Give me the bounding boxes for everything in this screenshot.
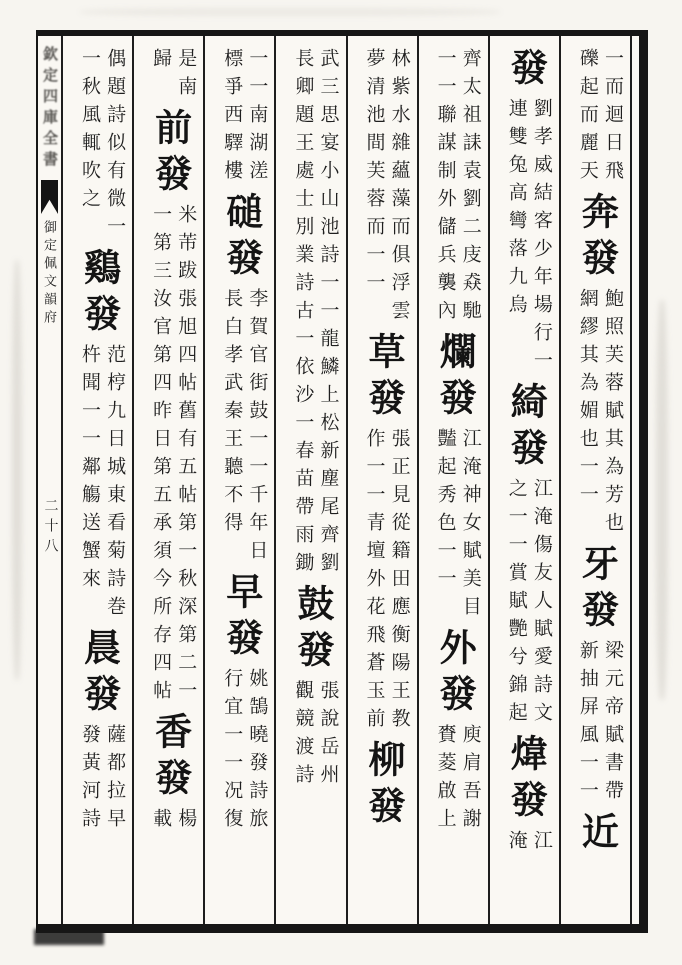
content-columns [61,36,639,924]
column-gutter [630,36,639,924]
headword: 牙發 [575,544,617,636]
commentary-left-subcolumn: 新抽屏風一一 [576,640,598,808]
page-frame [36,30,648,933]
commentary-block [561,288,630,540]
text-column-7 [132,36,203,924]
commentary-block [348,48,417,328]
commentary-right-subcolumn: 鮑照芙蓉賦其為芳也 [602,288,623,540]
headword: 磓發 [219,192,261,284]
scan-noise [656,300,668,700]
headword: 柳發 [362,740,404,832]
commentary-right-subcolumn: 江淹神女賦美目 [459,428,481,624]
commentary-right-subcolumn: 一一南湖溠 [246,48,268,188]
commentary-left-subcolumn: 長白孝武秦王聽不得 [221,288,243,540]
commentary-block [419,428,488,624]
commentary-right-subcolumn: 林紫水雜蘊藻而俱浮雲 [388,48,410,328]
text-column-6 [203,36,274,924]
commentary-block [205,288,274,568]
commentary-left-subcolumn: 一秋風輒吹之 [79,48,101,216]
commentary-right-subcolumn: 米芾跋張旭四帖舊有五帖第一秋深第二一 [175,204,197,708]
commentary-block [276,48,345,580]
commentary-block [63,724,132,836]
commentary-right-subcolumn: 李賀官街鼓一一千年日 [246,288,268,568]
commentary-block [561,48,630,188]
commentary-block [561,640,630,808]
commentary-left-subcolumn: 長卿題王處士別業詩古一依沙一春苗帶雨鋤 [292,48,314,580]
commentary-right-subcolumn: 江淹傷友人賦愛詩文 [530,478,552,730]
headword: 發 [504,48,546,94]
text-column-3 [417,36,488,924]
commentary-right-subcolumn: 齊太祖誄袁劉二庋猋馳 [459,48,481,328]
headword: 鼓發 [290,584,332,676]
spine-strip [38,36,61,924]
commentary-left-subcolumn: 標爭西驛樓 [221,48,243,188]
commentary-block [419,724,488,836]
commentary-block [419,48,488,328]
fish-tail-icon [41,180,58,214]
text-column-1 [559,36,630,924]
text-column-8 [61,36,132,924]
commentary-left-subcolumn: 觀競渡詩 [292,680,314,792]
headword: 綺發 [504,382,546,474]
commentary-right-subcolumn: 武三思宴小山池詩一一龍鱗上松新塵尾齊劉 [317,48,339,580]
headword: 早發 [219,572,261,664]
commentary-block [134,48,203,104]
commentary-right-subcolumn: 薩都拉早 [104,724,126,836]
commentary-left-subcolumn: 歸 [150,48,172,76]
commentary-block [134,204,203,708]
text-column-2 [488,36,559,924]
commentary-right-subcolumn: 梁元帝賦書帶 [602,640,623,808]
commentary-left-subcolumn: 之一一賞賦艷兮錦起 [505,478,527,730]
commentary-right-subcolumn: 是南 [175,48,197,104]
commentary-left-subcolumn: 賚菱啟上 [434,724,456,836]
commentary-block [490,830,559,858]
commentary-right-subcolumn: 劉孝威結客少年場行一 [530,98,552,378]
commentary-left-subcolumn: 發黃河詩 [79,724,101,836]
commentary-right-subcolumn: 姚鵠曉發詩旅 [246,668,268,836]
headword: 奔發 [575,192,617,284]
commentary-right-subcolumn: 庾肩吾謝 [459,724,481,836]
headword: 煒發 [504,734,546,826]
scan-noise [80,8,500,16]
imprint-label: 欽定四庫全書 [41,46,57,172]
commentary-right-subcolumn: 張正見從籍田應衡陽王教 [388,428,410,736]
commentary-block [276,680,345,792]
commentary-right-subcolumn: 范梈九日城東看菊詩巻 [104,344,126,624]
commentary-left-subcolumn: 杵聞一一鄰觴送蟹來 [79,344,101,596]
commentary-left-subcolumn: 行宜一一况復 [221,668,243,836]
commentary-block [63,344,132,624]
commentary-left-subcolumn: 連雙兔高彎落九烏 [505,98,527,322]
commentary-block [490,478,559,730]
text-column-5 [274,36,345,924]
commentary-left-subcolumn: 淹 [505,830,527,858]
headword: 爛發 [433,332,475,424]
commentary-block [348,428,417,736]
headword: 草發 [362,332,404,424]
headword: 鷄發 [77,248,119,340]
text-column-4 [346,36,417,924]
commentary-right-subcolumn: 楊 [175,808,197,836]
commentary-left-subcolumn: 一第三汝官第四昨日第五承須今所存四帖 [150,204,172,708]
headword: 晨發 [77,628,119,720]
headword: 前發 [148,108,190,200]
commentary-left-subcolumn: 載 [150,808,172,836]
scan-noise [12,260,22,680]
commentary-right-subcolumn: 一而迴日飛 [602,48,623,188]
commentary-block [205,48,274,188]
book-title: 御定佩文韻府 [42,220,57,328]
headword: 外發 [433,628,475,720]
commentary-block [134,808,203,836]
commentary-left-subcolumn: 礫起而麗天 [576,48,598,188]
commentary-right-subcolumn: 張說岳州 [317,680,339,792]
commentary-right-subcolumn: 偶題詩似有微一 [104,48,126,244]
headword: 近 [575,812,617,858]
commentary-left-subcolumn: 夢清池間芙蓉而一一 [363,48,385,300]
commentary-block [63,48,132,244]
page-number: 二十八 [42,498,58,558]
commentary-block [205,668,274,836]
commentary-block [490,98,559,378]
commentary-left-subcolumn: 一一聯謀制外儲兵襲內 [434,48,456,328]
commentary-right-subcolumn: 江 [530,830,552,858]
commentary-left-subcolumn: 作一一青壇外花飛蒼玉前 [363,428,385,736]
commentary-left-subcolumn: 網繆其為媚也一一 [576,288,598,512]
commentary-left-subcolumn: 豔起秀色一一 [434,428,456,596]
headword: 香發 [148,712,190,804]
